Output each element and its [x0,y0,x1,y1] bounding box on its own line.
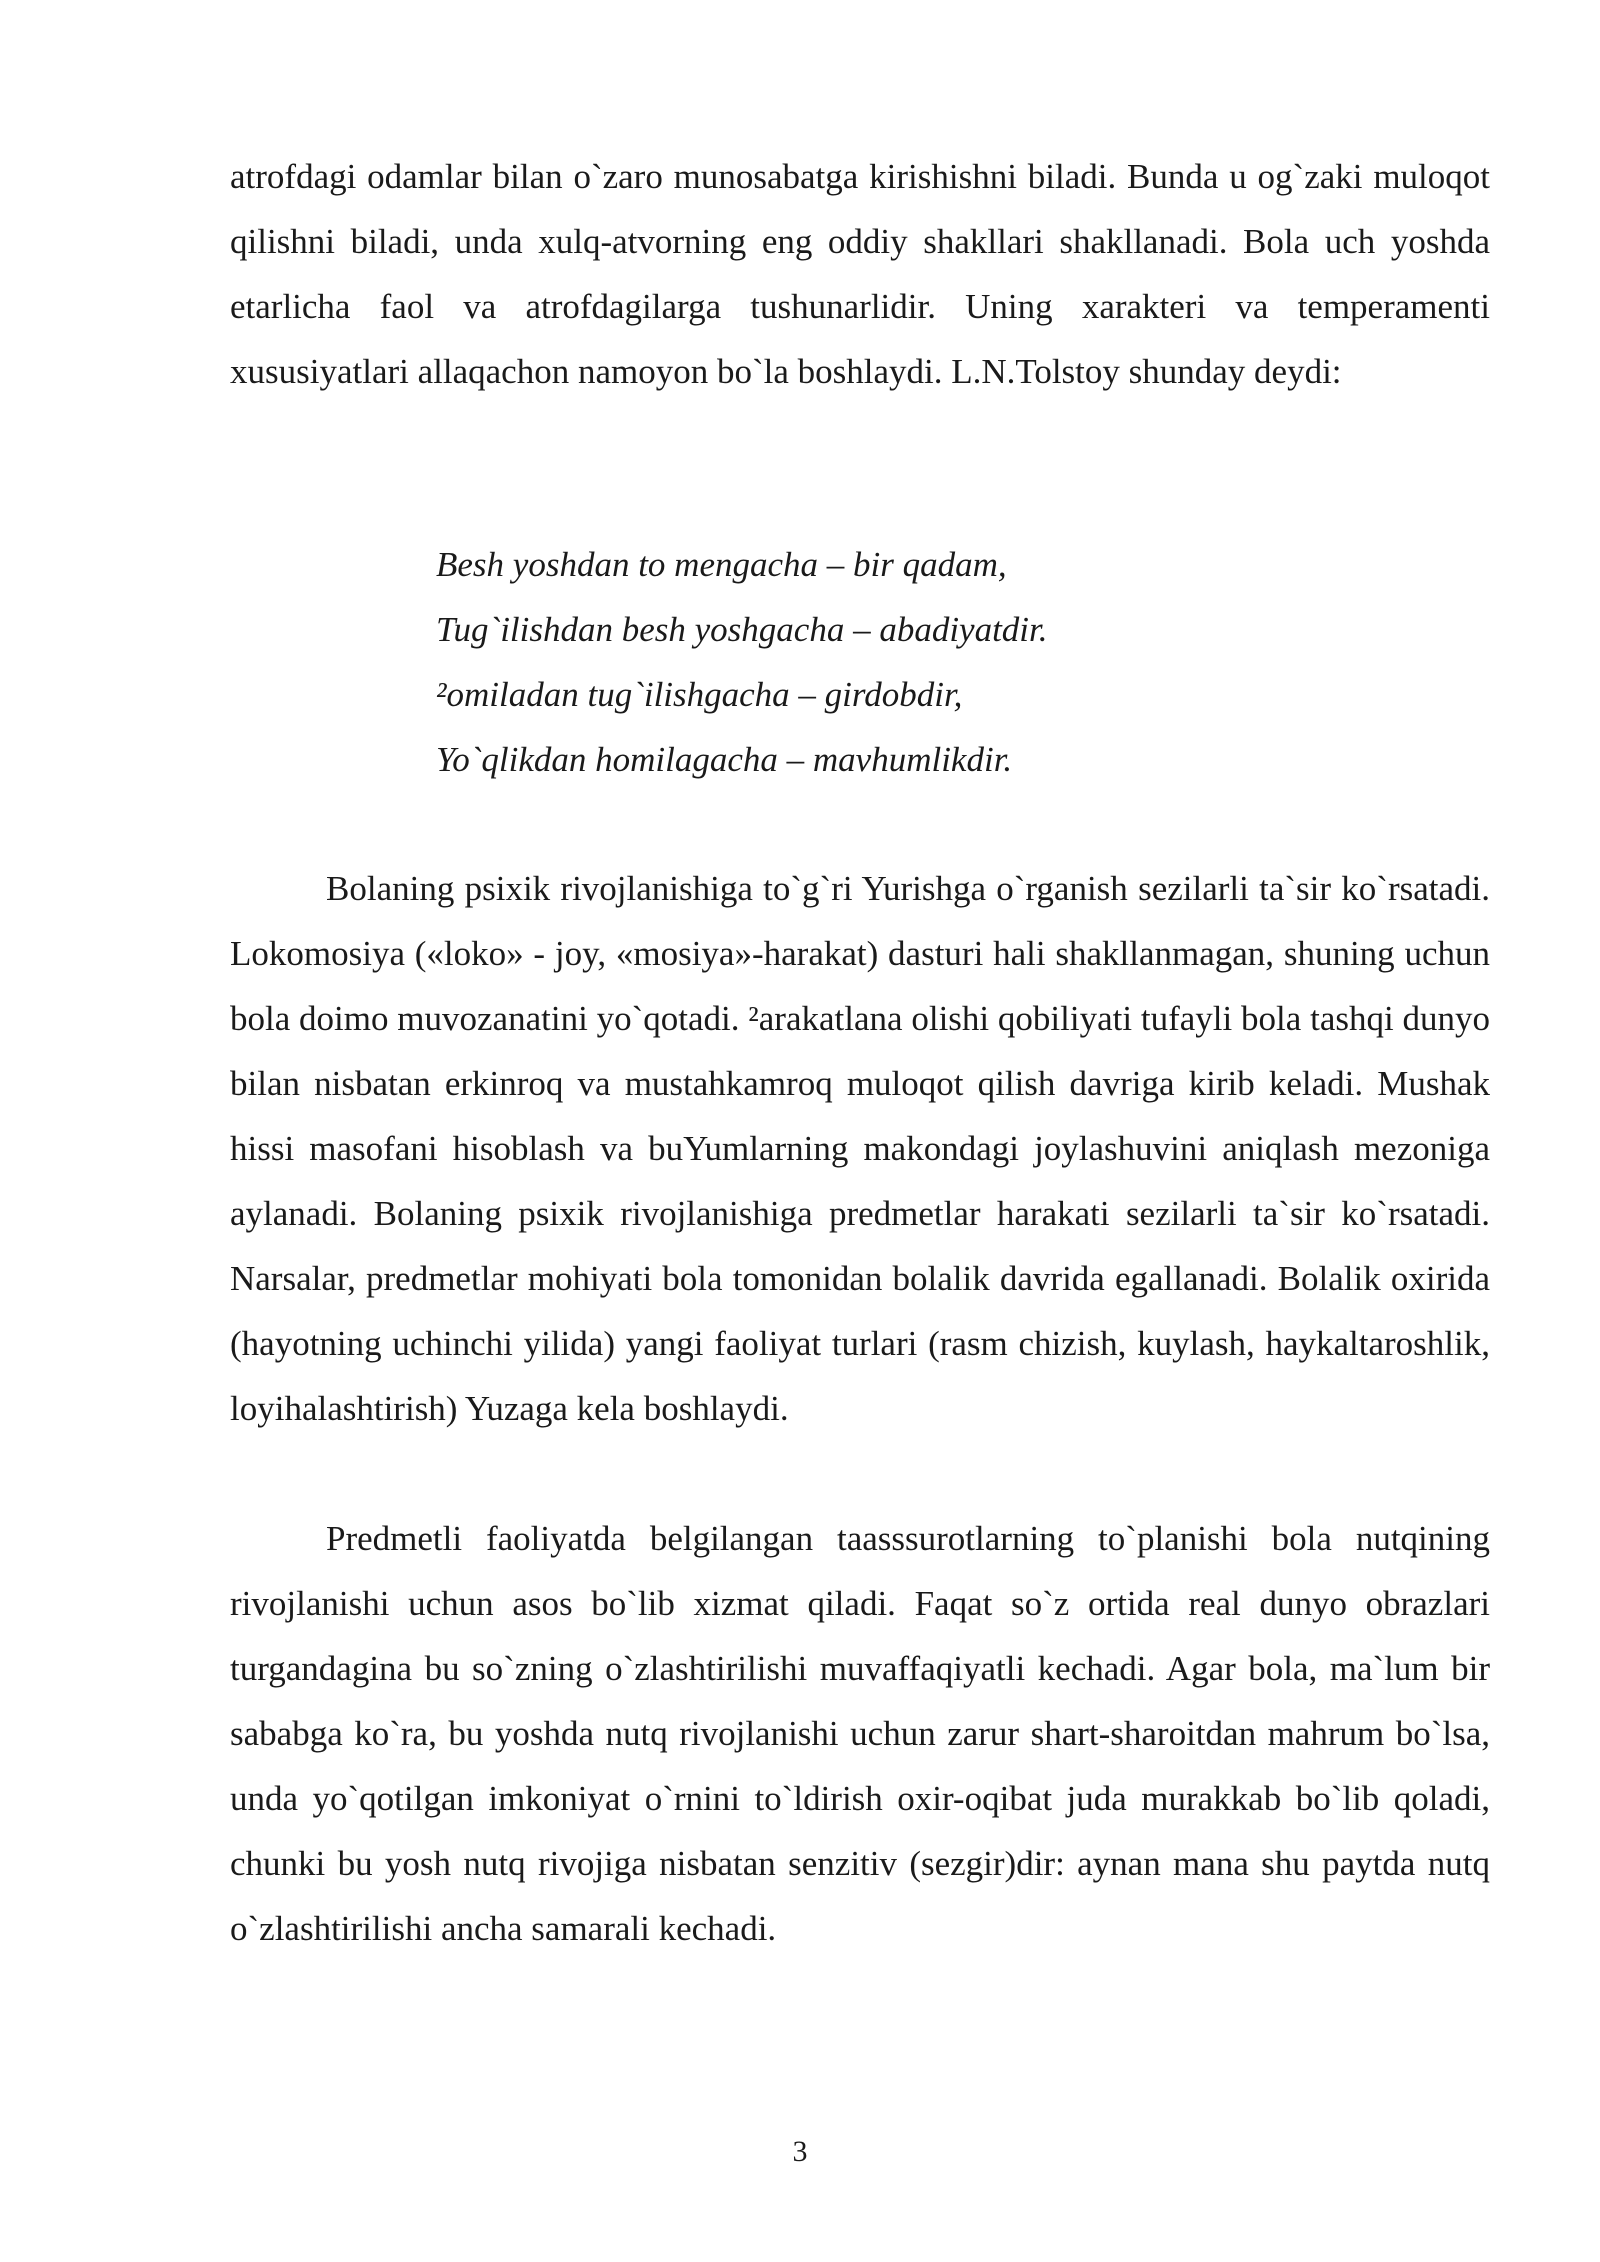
poem-line: Tug`ilishdan besh yoshgacha – abadiyatdir. [436,610,1048,649]
poem-line: Yo`qlikdan homilagacha – mavhumlikdir. [436,740,1013,779]
paragraph-text: Predmetli faoliyatda belgilangan taasssurotlarning to`planishi bola nutqining rivojlanishi uchun asos bo`lib xizmat qiladi. Faqat so`z ortida real dunyo obrazlari turgandagina bu so`zning o`zlashtirilishi muvaffaqiyatli kechadi. Agar bola, ma`lum bir sababga ko`ra, bu yoshda nutq rivojlanishi uchun zarur shart-sharoitdan mahrum bo`lsa, unda yo`qotilgan imkoniyat o`rnini to`ldirish oxir-oqibat juda murakkab bo`lib qoladi, chunki bu yosh nutq rivojiga nisbatan senzitiv (sezgir)dir: aynan mana shu paytda nutq o`zlashtirilishi ancha samarali kechadi. [230,1519,1490,1948]
poem-line: ²omiladan tug`ilishgacha – girdobdir, [436,675,963,714]
paragraph-intro [230,144,1490,404]
paragraph-speech [230,1506,1490,1961]
paragraph-text: atrofdagi odamlar bilan o`zaro munosabatga kirishishni biladi. Bunda u og`zaki muloqot qilishni biladi, unda xulq-atvorning eng oddiy shakllari shakllanadi. Bola uch yoshda etarlicha faol va atrofdagilarga tushunarlidir. Uning xarakteri va temperamenti xususiyatlari allaqachon namoyon bo`la boshlaydi. L.N.Tolstoy shunday deydi: [230,157,1490,391]
paragraph-walking [230,856,1490,1441]
poem-quote [436,532,1048,792]
poem-line: Besh yoshdan to mengacha – bir qadam, [436,545,1007,584]
paragraph-text: Bolaning psixik rivojlanishiga to`g`ri Yurishga o`rganish sezilarli ta`sir ko`rsatadi. Lokomosiya («loko» - joy, «mosiya»-harakat) dasturi hali shakllanmagan, shuning uchun bola doimo muvozanatini yo`qotadi. ²arakatlana olishi qobiliyati tufayli bola tashqi dunyo bilan nisbatan erkinroq va mustahkamroq muloqot qilish davriga kirib keladi. Mushak hissi masofani hisoblash va buYumlarning makondagi joylashuvini aniqlash mezoniga aylanadi. Bolaning psixik rivojlanishiga predmetlar harakati sezilarli ta`sir ko`rsatadi. Narsalar, predmetlar mohiyati bola tomonidan bolalik davrida egallanadi. Bolalik oxirida (hayotning uchinchi yilida) yangi faoliyat turlari (rasm chizish, kuylash, haykaltaroshlik, loyihalashtirish) Yuzaga kela boshlaydi. [230,869,1490,1428]
page-number: 3 [792,2135,808,2168]
